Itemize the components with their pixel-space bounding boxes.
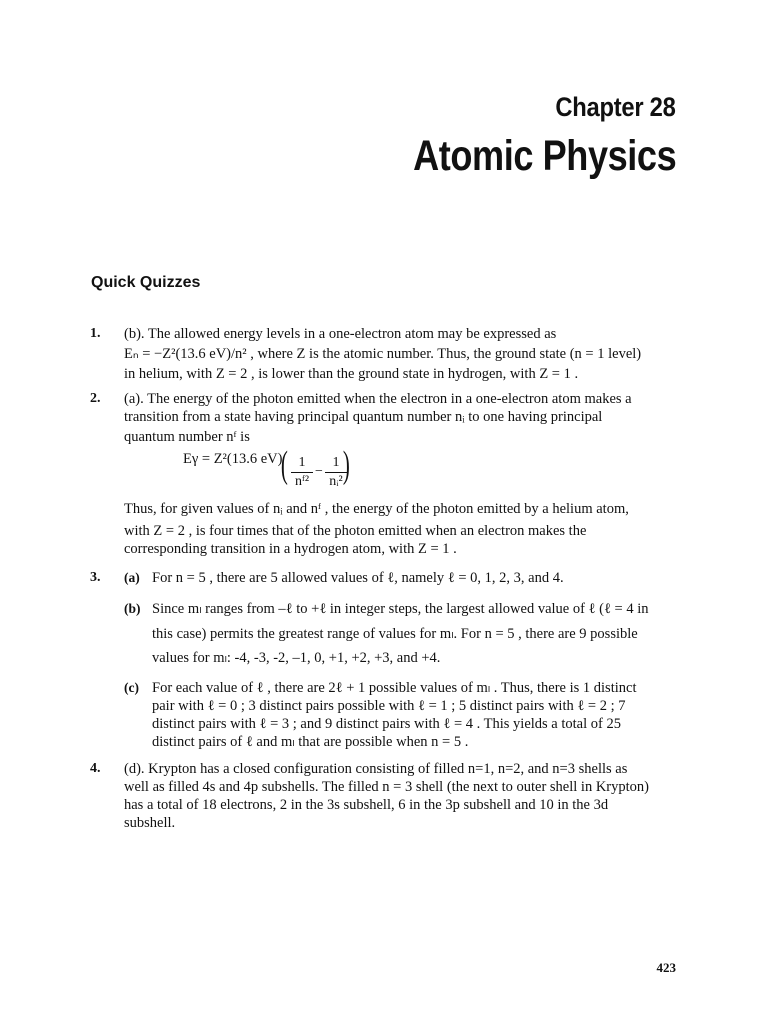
q3c-label: (c) (124, 680, 139, 695)
q4-line-2: well as filled 4s and 4p subshells. The filled n = 3 shell (the next to outer shell in Krypton) (124, 779, 649, 795)
q3b-line-3: values for mₗ: -4, -3, -2, –1, 0, +1, +2, +3, and +4. (152, 650, 441, 666)
chapter-label: Chapter 28 (555, 92, 676, 122)
chapter-title: Atomic Physics (412, 132, 676, 180)
q4-number: 4. (90, 761, 101, 776)
q3a-line-1: For n = 5 , there are 5 allowed values of ℓ, namely ℓ = 0, 1, 2, 3, and 4. (152, 570, 564, 586)
left-paren: ( (280, 444, 288, 486)
minus-sign: − (315, 464, 323, 479)
q3b-line-1: Since mₗ ranges from –ℓ to +ℓ in integer steps, the largest allowed value of ℓ (ℓ = 4 in (152, 601, 649, 617)
equation-lhs: Eγ = Z²(13.6 eV) (183, 451, 283, 467)
q1-line-3: in helium, with Z = 2 , is lower than the ground state in hydrogen, with Z = 1 . (124, 366, 579, 382)
frac1-denominator: nᶠ² (294, 474, 310, 489)
q1-number: 1. (90, 326, 101, 341)
q2-line-1: (a). The energy of the photon emitted when the electron in a one-electron atom makes a (124, 391, 632, 407)
frac1-numerator: 1 (298, 455, 306, 470)
q1-line-1: (b). The allowed energy levels in a one-electron atom may be expressed as (124, 326, 557, 342)
q3-number: 3. (90, 570, 101, 585)
q3c-line-2: pair with ℓ = 0 ; 3 distinct pairs possible with ℓ = 1 ; 5 distinct pairs with ℓ = 2 ; 7 (152, 698, 626, 714)
q2-after-line-1: Thus, for given values of nᵢ and nᶠ , the energy of the photon emitted by a helium atom, (124, 501, 629, 517)
q2-number: 2. (90, 391, 101, 406)
q3b-label: (b) (124, 601, 141, 616)
right-paren: ) (342, 444, 350, 486)
q4-line-3: has a total of 18 electrons, 2 in the 3s subshell, 6 in the 3p subshell and 10 in the 3d (124, 797, 609, 813)
q2-after-line-2: with Z = 2 , is four times that of the photon emitted when an electron makes the (124, 523, 587, 539)
frac2-numerator: 1 (332, 455, 340, 470)
frac1-bar (291, 472, 313, 473)
frac2-denominator: nᵢ² (329, 474, 343, 489)
q3b-line-2: this case) permits the greatest range of values for mₗ. For n = 5 , there are 9 possible (152, 626, 638, 642)
page-number: 423 (656, 960, 676, 975)
q2-line-3: quantum number nᶠ is (124, 429, 250, 445)
q4-line-1: (d). Krypton has a closed configuration consisting of filled n=1, n=2, and n=3 shells as (124, 761, 628, 777)
q3c-line-3: distinct pairs with ℓ = 3 ; and 9 distinct pairs with ℓ = 4 . This yields a total of 25 (152, 716, 621, 732)
q3a-label: (a) (124, 570, 140, 585)
q1-line-2: Eₙ = −Z²(13.6 eV)/n² , where Z is the atomic number. Thus, the ground state (n = 1 level) (124, 346, 642, 362)
q3c-line-1: For each value of ℓ , there are 2ℓ + 1 possible values of mₗ . Thus, there is 1 distinct (152, 680, 637, 696)
q2-line-2: transition from a state having principal quantum number nᵢ to one having principal (124, 409, 603, 425)
q2-after-line-3: corresponding transition in a hydrogen atom, with Z = 1 . (124, 541, 457, 557)
q4-line-4: subshell. (124, 815, 176, 831)
section-heading: Quick Quizzes (91, 274, 201, 291)
q3c-line-4: distinct pairs of ℓ and mₗ that are possible when n = 5 . (152, 734, 469, 750)
